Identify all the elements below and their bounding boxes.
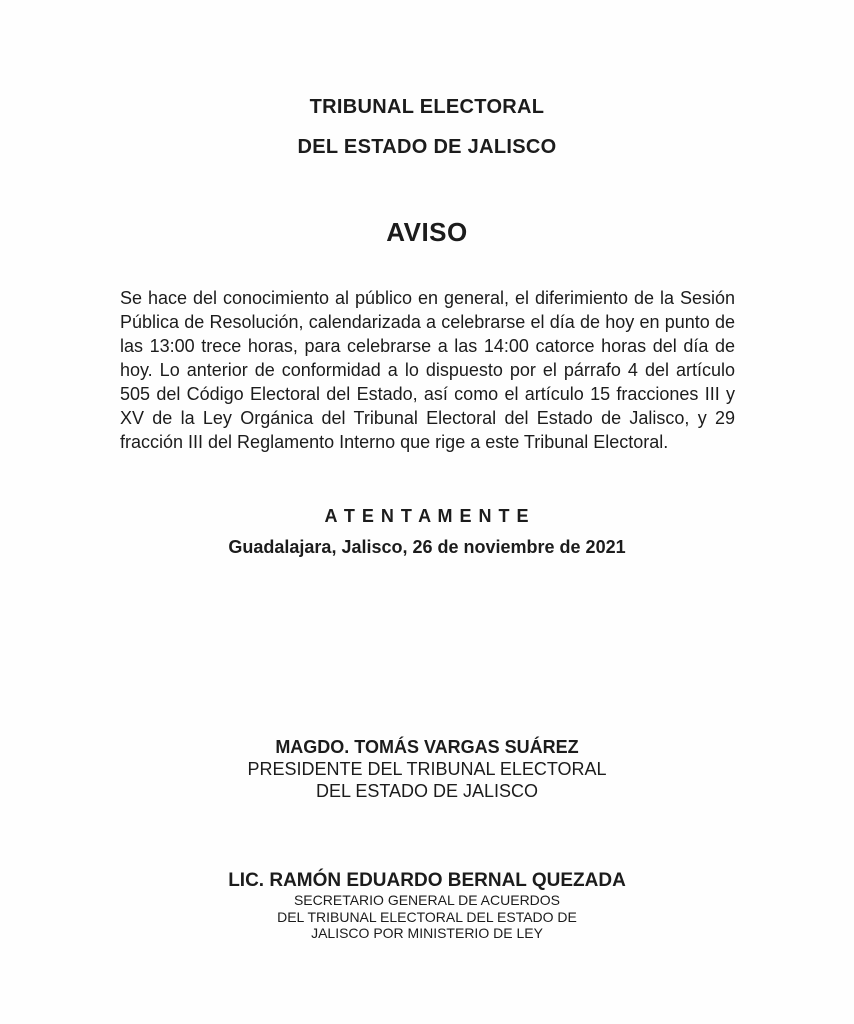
secretary-title-line-1: SECRETARIO GENERAL DE ACUERDOS [293, 892, 561, 908]
document-header [0, 96, 854, 159]
signature-block-president [0, 736, 854, 802]
closing-block [0, 505, 854, 558]
signature-block-secretary [0, 869, 854, 942]
secretary-title-line-2: DEL TRIBUNAL ELECTORAL DEL ESTADO DE [277, 908, 577, 925]
closing-dateline: Guadalajara, Jalisco, 26 de noviembre de 2021 [228, 537, 626, 557]
president-title-line-2: DEL ESTADO DE JALISCO [315, 781, 539, 801]
secretary-name: LIC. RAMÓN EDUARDO BERNAL QUEZADA [228, 870, 626, 891]
notice-body-paragraph: Se hace del conocimiento al público en general, el diferimiento de la Sesión Pública de Resolución, calendarizada a celebrarse el día de hoy en punto de las 13:00 trece horas, para celebrarse a las 14:00 catorce horas del día de hoy. Lo anterior de conformidad a lo dispuesto por el párrafo 4 del artículo 505 del Código Electoral del Estado, así como el artículo 15 fracciones III y XV de la Ley Orgánica del Tribunal Electoral del Estado de Jalisco, y 29 fracción III del Reglamento Interno que rige a este Tribunal Electoral. [120, 288, 735, 452]
secretary-title-line-3: JALISCO POR MINISTERIO DE LEY [311, 925, 543, 941]
org-name-line-1: TRIBUNAL ELECTORAL [309, 96, 545, 118]
president-title-line-1: PRESIDENTE DEL TRIBUNAL ELECTORAL [247, 759, 607, 779]
org-name-line-2: DEL ESTADO DE JALISCO [297, 136, 557, 158]
president-name: MAGDO. TOMÁS VARGAS SUÁREZ [275, 737, 579, 757]
page-title: AVISO [386, 217, 468, 247]
closing-salutation: A T E N T A M E N T E [324, 506, 530, 526]
